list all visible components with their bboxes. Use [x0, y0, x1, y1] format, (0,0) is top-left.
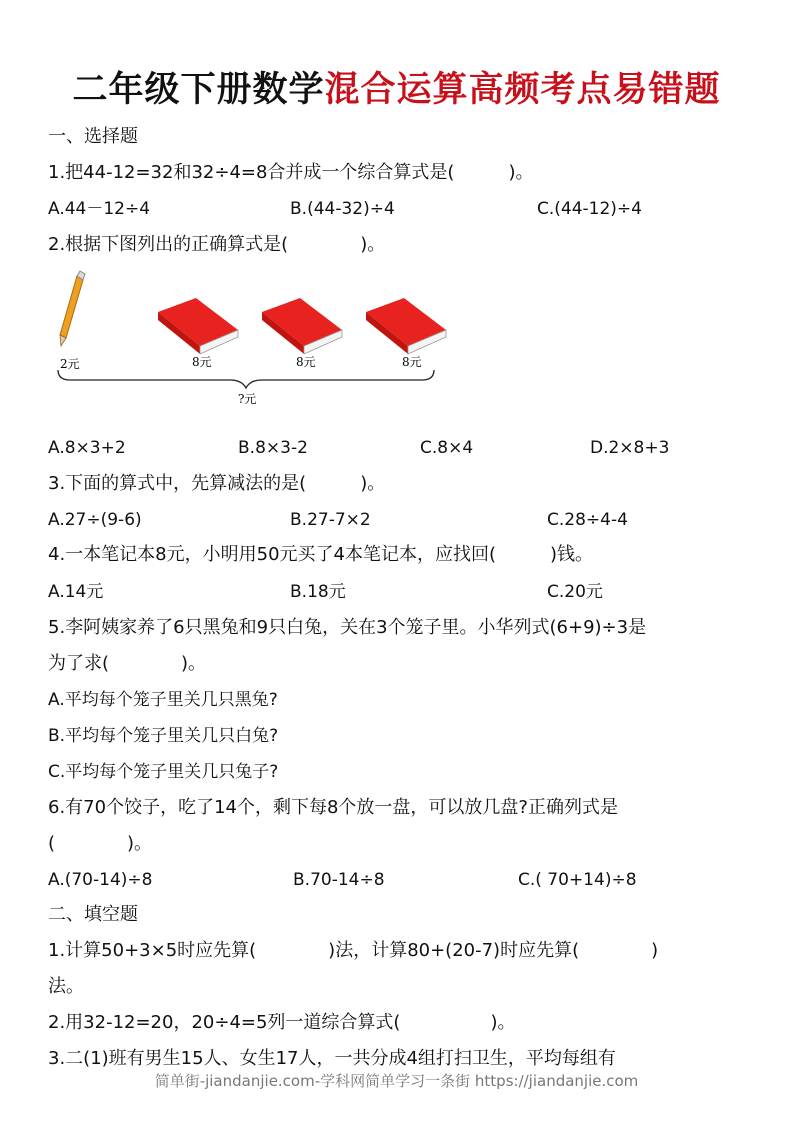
q1-option-c: C.(44-12)÷4 [537, 199, 642, 219]
question-6-line-1: 6.有70个饺子，吃了14个，剩下每8个放一盘，可以放几盘?正确列式是 [48, 797, 618, 818]
book-icon [158, 298, 238, 354]
question-4: 4.一本笔记本8元，小明用50元买了4本笔记本，应找回( )钱。 [48, 544, 594, 565]
pencil-icon [60, 271, 85, 346]
section-heading-choice: 一、选择题 [48, 126, 138, 147]
q1-option-b: B.(44-32)÷4 [290, 199, 395, 219]
q2-option-c: C.8×4 [420, 438, 474, 458]
question-2: 2.根据下图列出的正确算式是( )。 [48, 234, 386, 255]
title-topic: 混合运算高频考点易错题 [324, 70, 721, 110]
total-brace [58, 370, 434, 388]
pencil-price-label: 2元 [60, 357, 80, 371]
q6-option-b: B.70-14÷8 [293, 870, 385, 890]
fill-1-line-1: 1.计算50+3×5时应先算( )法，计算80+(20-7)时应先算( ) [48, 940, 659, 961]
title-grade: 二年级下册数学 [72, 70, 325, 110]
question-5-line-1: 5.李阿姨家养了6只黑兔和9只白兔，关在3个笼子里。小华列式(6+9)÷3是 [48, 617, 647, 638]
q5-option-b: B.平均每个笼子里关几只白兔? [48, 726, 279, 746]
q2-option-a: A.8×3+2 [48, 438, 126, 458]
q2-figure [50, 270, 470, 420]
q4-option-c: C.20元 [547, 582, 603, 602]
q2-option-d: D.2×8+3 [590, 438, 670, 458]
q4-option-a: A.14元 [48, 582, 104, 602]
q1-option-a: A.44－12÷4 [48, 199, 151, 219]
q6-option-c: C.( 70+14)÷8 [518, 870, 637, 890]
page-title [0, 62, 793, 112]
q4-option-b: B.18元 [290, 582, 346, 602]
q6-option-a: A.(70-14)÷8 [48, 870, 153, 890]
q3-option-c: C.28÷4-4 [547, 510, 628, 530]
q5-option-a: A.平均每个笼子里关几只黑兔? [48, 690, 278, 710]
total-price-label: ?元 [238, 392, 257, 406]
q5-option-c: C.平均每个笼子里关几只兔子? [48, 762, 279, 782]
question-3: 3.下面的算式中，先算减法的是( )。 [48, 473, 386, 494]
page-footer: 简单街-jiandanjie.com-学科网简单学习一条街 https://jiandanjie.com [154, 1072, 639, 1090]
fill-1-line-2: 法。 [48, 976, 84, 997]
fill-2: 2.用32-12=20，20÷4=5列一道综合算式( )。 [48, 1012, 516, 1033]
q3-option-b: B.27-7×2 [290, 510, 371, 530]
book-icon [262, 298, 342, 354]
section-heading-fill: 二、填空题 [48, 904, 138, 925]
book-price-label: 8元 [296, 355, 316, 369]
question-1: 1.把44-12=32和32÷4=8合并成一个综合算式是( )。 [48, 162, 534, 183]
book-price-label: 8元 [192, 355, 212, 369]
book-icon [366, 298, 446, 354]
q2-option-b: B.8×3-2 [238, 438, 308, 458]
fill-3: 3.二(1)班有男生15人、女生17人，一共分成4组打扫卫生，平均每组有 [48, 1048, 616, 1069]
question-6-line-2: ( )。 [48, 833, 153, 854]
q3-option-a: A.27÷(9-6) [48, 510, 142, 530]
question-5-line-2: 为了求( )。 [48, 653, 207, 674]
book-price-label: 8元 [402, 355, 422, 369]
